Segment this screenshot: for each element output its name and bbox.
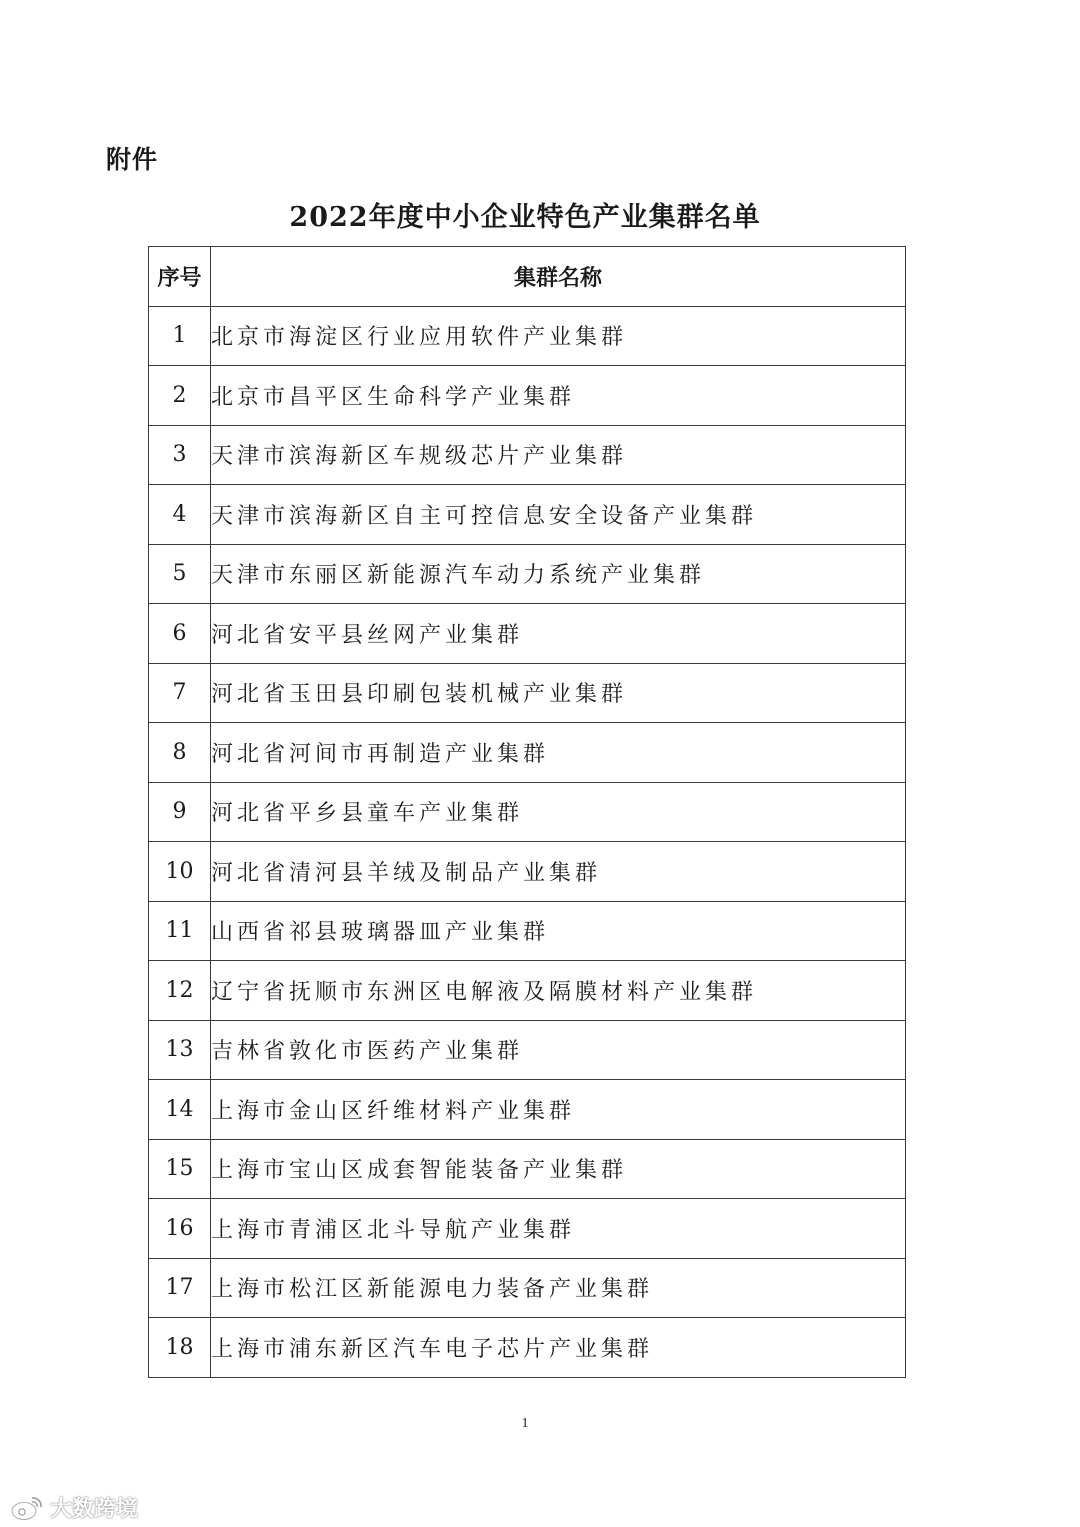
- cluster-name: 北京市海淀区行业应用软件产业集群: [211, 306, 906, 366]
- cluster-name: 河北省河间市再制造产业集群: [211, 723, 906, 783]
- cluster-name: 吉林省敦化市医药产业集群: [211, 1020, 906, 1080]
- row-number: 3: [149, 425, 211, 485]
- table-row: [149, 1080, 906, 1140]
- table-row: [149, 485, 906, 545]
- cluster-name: 河北省安平县丝网产业集群: [211, 604, 906, 664]
- row-number: 8: [149, 723, 211, 783]
- table-row: [149, 604, 906, 664]
- table-body: [149, 306, 906, 1377]
- table-header-row: [149, 247, 906, 307]
- watermark-text: 大数跨境: [50, 1497, 139, 1522]
- table-row: [149, 961, 906, 1021]
- row-number: 12: [149, 961, 211, 1021]
- table-row: [149, 1020, 906, 1080]
- page-number: 1: [521, 1416, 529, 1431]
- cluster-name: 上海市松江区新能源电力装备产业集群: [211, 1258, 906, 1318]
- table-row: [149, 1318, 906, 1378]
- table-row: [149, 782, 906, 842]
- row-number: 2: [149, 366, 211, 426]
- table-row: [149, 901, 906, 961]
- table-row: [149, 1258, 906, 1318]
- document-title: 2022年度中小企业特色产业集群名单: [289, 202, 761, 233]
- cluster-name: 上海市金山区纤维材料产业集群: [211, 1080, 906, 1140]
- row-number: 4: [149, 485, 211, 545]
- row-number: 16: [149, 1199, 211, 1259]
- cluster-name: 上海市青浦区北斗导航产业集群: [211, 1199, 906, 1259]
- cluster-name: 天津市滨海新区车规级芯片产业集群: [211, 425, 906, 485]
- cluster-name: 天津市滨海新区自主可控信息安全设备产业集群: [211, 485, 906, 545]
- cluster-name: 北京市昌平区生命科学产业集群: [211, 366, 906, 426]
- column-header-no: 序号: [149, 247, 211, 307]
- column-header-name: 集群名称: [211, 247, 906, 307]
- table-row: [149, 1139, 906, 1199]
- attachment-label: 附件: [106, 145, 159, 174]
- cluster-name: 河北省平乡县童车产业集群: [211, 782, 906, 842]
- row-number: 9: [149, 782, 211, 842]
- row-number: 13: [149, 1020, 211, 1080]
- table-row: [149, 663, 906, 723]
- cluster-name: 河北省玉田县印刷包装机械产业集群: [211, 663, 906, 723]
- table-row: [149, 366, 906, 426]
- row-number: 18: [149, 1318, 211, 1378]
- table-row: [149, 1199, 906, 1259]
- cluster-name: 上海市宝山区成套智能装备产业集群: [211, 1139, 906, 1199]
- row-number: 11: [149, 901, 211, 961]
- row-number: 14: [149, 1080, 211, 1140]
- table-row: [149, 425, 906, 485]
- row-number: 17: [149, 1258, 211, 1318]
- row-number: 1: [149, 306, 211, 366]
- row-number: 10: [149, 842, 211, 902]
- cluster-list-table: [148, 246, 906, 1378]
- cluster-name: 辽宁省抚顺市东洲区电解液及隔膜材料产业集群: [211, 961, 906, 1021]
- weibo-logo-icon: [10, 1495, 44, 1521]
- cluster-name: 天津市东丽区新能源汽车动力系统产业集群: [211, 544, 906, 604]
- cluster-name: 河北省清河县羊绒及制品产业集群: [211, 842, 906, 902]
- row-number: 15: [149, 1139, 211, 1199]
- cluster-name: 上海市浦东新区汽车电子芯片产业集群: [211, 1318, 906, 1378]
- watermark: [10, 1492, 138, 1523]
- table-row: [149, 842, 906, 902]
- row-number: 5: [149, 544, 211, 604]
- table-row: [149, 723, 906, 783]
- row-number: 6: [149, 604, 211, 664]
- row-number: 7: [149, 663, 211, 723]
- table-row: [149, 306, 906, 366]
- cluster-name: 山西省祁县玻璃器皿产业集群: [211, 901, 906, 961]
- table-row: [149, 544, 906, 604]
